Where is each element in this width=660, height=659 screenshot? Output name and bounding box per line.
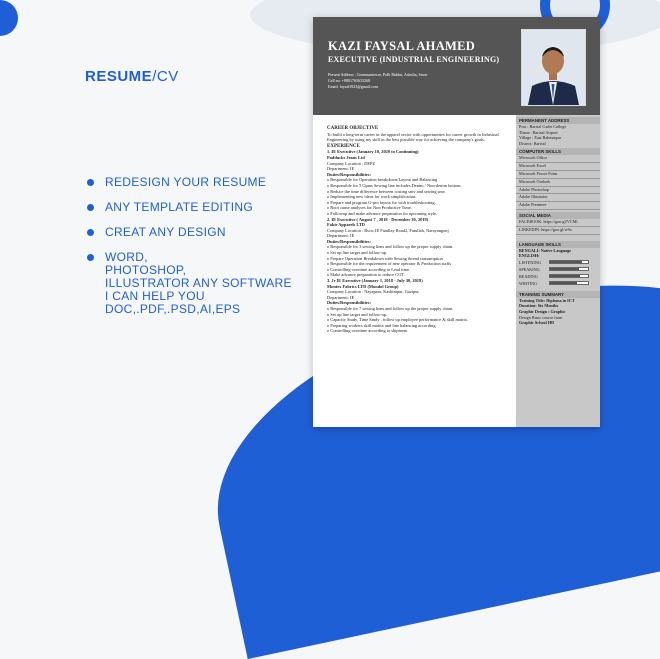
job-title: 2. IE Executive ( August 7 , 2018 - December 30, 2019) xyxy=(327,216,429,222)
resume-job-title: EXECUTIVE (INDUSTRIAL ENGINEERING) xyxy=(328,55,500,64)
feature-item xyxy=(87,176,327,189)
duty-item: o Make advance preparation to reduce COT. xyxy=(327,272,405,278)
skill-item: Microsoft Power Point xyxy=(516,171,600,179)
duty-item: o Preparing workers skill matrix and line balancing according xyxy=(327,322,436,328)
training-line: Training Title: Diploma in ICT xyxy=(519,297,575,303)
duty-item: o Followup and make advance preparation for upcoming style. xyxy=(327,210,438,216)
language-english: ENGLISH: xyxy=(519,253,540,259)
language-row xyxy=(516,266,600,273)
contact-email: Email: faysal3923@gmail.com xyxy=(328,84,378,89)
duty-item: o Reduce the time difference between costing smv and sewing smv. xyxy=(327,188,446,194)
duties-heading: Duties/Responsibilities: xyxy=(327,171,371,177)
language-skill-bar xyxy=(549,274,589,278)
brand-panel xyxy=(85,68,305,85)
training-line: Graphic School HD xyxy=(519,320,555,326)
job-location: Company Location : DEPZ xyxy=(327,160,376,166)
training-line: Design Basic course from xyxy=(519,314,563,320)
duty-item: o Root cause analyses for Non Productive Time. xyxy=(327,205,412,211)
language-skill-fill xyxy=(550,275,580,277)
duty-item: o Set up line target and follow-up. xyxy=(327,250,388,256)
language-row xyxy=(516,280,600,287)
contact-address: Present Address : Gramnuntower, Polli Biddut, Ashulia, Savar xyxy=(328,72,428,77)
resume-sidebar xyxy=(516,115,600,427)
skill-item: Microsoft Office xyxy=(516,155,600,163)
duties-heading: Duties/Responsibilities: xyxy=(327,238,371,244)
duty-item: o Controlling overtime according to shipment xyxy=(327,328,408,334)
feature-label: DOC,.PDF,.PSD,AI,EPS xyxy=(105,302,241,316)
brand-title xyxy=(85,68,305,85)
language-skill-bar xyxy=(549,267,589,271)
duty-item: o Responsible for 3 sewing lines and follow up the proper supply chain. xyxy=(327,244,454,250)
feature-item xyxy=(87,226,327,239)
job-title: 3. Jr IE Executive (January 1, 2018 - July 30, 2018) xyxy=(327,278,423,284)
language-skill-label: SPEAKING xyxy=(519,266,540,272)
job-location: Company Location : Nayapara, Kashimpur, Gazipur. xyxy=(327,289,420,295)
social-linkedin: LINKEDIN: https://goo.gl/w9o xyxy=(516,227,600,235)
experience-heading: EXPERIENCE xyxy=(327,143,360,149)
job-company: Montex Fabrics LTD (Mondol Group) xyxy=(327,283,399,289)
feature-label: ANY TEMPLATE EDITING xyxy=(105,200,254,214)
background-dot xyxy=(0,0,18,36)
feature-label: I CAN HELP YOU xyxy=(105,289,205,303)
duty-item: o Responsible for 5 Gpms Sewing line includes Denim / Non-denim bottom. xyxy=(327,182,462,188)
career-objective-text: To build a long-term career in the apparel sector with opportunities for career growth in Industrial Engineering by using my skill in the best possible way for achieving the company's goals. xyxy=(327,131,499,143)
brand-slash: / xyxy=(152,68,157,85)
feature-item xyxy=(87,201,327,214)
bullet-icon xyxy=(87,229,94,236)
duty-item: o Controlling overtime according to Lead time. xyxy=(327,266,411,272)
skill-item: Microsoft Outlook xyxy=(516,179,600,187)
language-skills-heading: LANGUAGE SKILLS xyxy=(516,241,600,248)
language-row xyxy=(516,259,600,266)
bullet-icon xyxy=(87,254,94,261)
permanent-address-line: Village : East Rahmatpur xyxy=(519,135,562,141)
computer-skills-heading: COMPUTER SKILLS xyxy=(516,148,600,155)
duty-item: o Prepare and program G-pro layout for with troubleshooting. xyxy=(327,199,436,205)
language-skill-fill xyxy=(550,282,577,284)
training-line: Duration: Six Months xyxy=(519,303,559,309)
bullet-icon xyxy=(87,204,94,211)
skill-item: Adobe Illustrator xyxy=(516,194,600,202)
permanent-address-line: District: Barisal xyxy=(519,140,546,146)
permanent-address-line: Post : Barisal Cadet College xyxy=(519,124,567,129)
feature-label: ILLUSTRATOR ANY SOFTWARE xyxy=(105,276,292,290)
duty-item: o Prepare Operation Breakdown with Sewing thread consumption xyxy=(327,255,443,261)
duty-item: o Capacity Study, Time Study , follow up employee performance & skill matrix. xyxy=(327,317,469,323)
job-title: 1. IE Executive (January 10, 2020 to Continuing) xyxy=(327,149,419,155)
duties-heading: Duties/Responsibilities: xyxy=(327,300,371,306)
duty-item: o Implementing new ideas for work simplification. xyxy=(327,194,417,200)
feature-label: CREAT ANY DESIGN xyxy=(105,225,226,239)
career-objective-heading: CAREER OBJECTIVE xyxy=(327,126,379,131)
job-company: Padducks Jeans Ltd xyxy=(327,154,365,160)
training-line: Graphic Design : Graphic xyxy=(519,308,566,314)
bullet-icon xyxy=(87,179,94,186)
language-skill-fill xyxy=(550,261,582,263)
resume-name: KAZI FAYSAL AHAMED xyxy=(328,39,476,53)
feature-item xyxy=(87,251,327,316)
resume-preview xyxy=(313,17,600,427)
social-facebook: FACEBOOK: https://goo.gl/VCMl xyxy=(516,219,600,227)
language-row xyxy=(516,273,600,280)
resume-contact xyxy=(328,72,528,90)
resume-header xyxy=(313,17,600,115)
training-summary-heading: TRAINING SUMMARY xyxy=(516,291,600,298)
language-skill-fill xyxy=(550,268,579,270)
brand-resume: RESUME xyxy=(85,68,153,85)
job-department: Department: IE xyxy=(327,166,355,172)
skill-item: Adobe Premiere xyxy=(516,202,600,210)
skill-item: Microsoft Excel xyxy=(516,163,600,171)
resume-main xyxy=(327,125,513,334)
duty-item: o Set up line target and follow-up. xyxy=(327,311,388,317)
brand-cv: CV xyxy=(156,68,179,85)
language-skill-bar xyxy=(549,281,589,285)
duty-item: o Responsible for the requirement of new operator & Production staffs xyxy=(327,261,452,267)
feature-label: REDESIGN YOUR RESUME xyxy=(105,175,267,189)
duty-item: o Responsible for Operation breakdown/Layout and Balancing xyxy=(327,177,438,183)
language-skill-label: LISTENING xyxy=(519,259,541,265)
permanent-address-heading: PERMANENT ADDRESS xyxy=(516,117,600,124)
feature-label: PHOTOSHOP, xyxy=(105,263,187,277)
job-company: Fakir Apparels LTD xyxy=(327,222,365,228)
language-bengali: BENGALI: Native Language xyxy=(519,247,572,253)
language-skill-label: READING xyxy=(519,273,538,279)
language-skill-bar xyxy=(549,260,589,264)
feature-label: WORD, xyxy=(105,250,148,264)
duty-item: o Responsible for 7 sewing lines and follow up the proper supply chain. xyxy=(327,306,454,311)
language-skill-label: WRITING xyxy=(519,280,538,286)
job-department: Department: IE xyxy=(327,294,355,300)
skill-item: Adobe Photoshop xyxy=(516,187,600,195)
permanent-address-line: Thana : Barisal Airport xyxy=(519,129,558,135)
job-location: Company Location : Bscic,IE Fatullay Road2, Fatullah, Narayangonj xyxy=(327,227,449,233)
profile-photo xyxy=(521,29,586,106)
contact-phone: Cell no: +8801765633268 xyxy=(328,78,371,83)
feature-list xyxy=(87,176,327,328)
social-media-heading: SOCIAL MEDIA xyxy=(516,212,600,219)
job-department: Department: IE xyxy=(327,233,355,239)
